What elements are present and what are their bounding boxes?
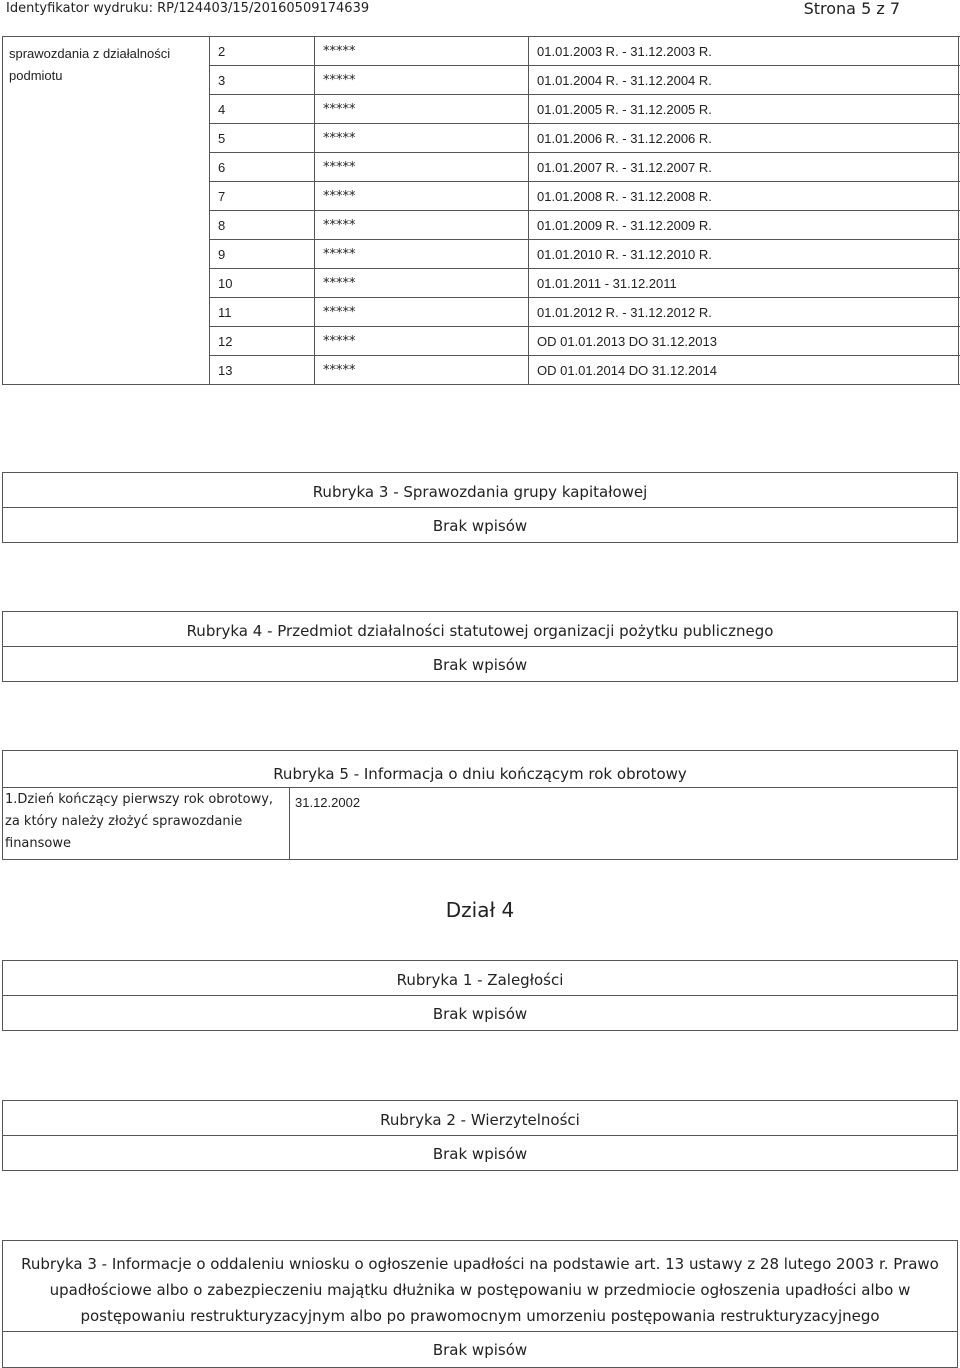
- report-period: OD 01.01.2014 DO 31.12.2014: [529, 356, 959, 385]
- report-number: 12: [210, 327, 315, 356]
- reports-table: [2, 36, 959, 385]
- rubryka-4-section: [2, 611, 958, 682]
- dzial-4-rubryka-1-section: [2, 960, 958, 1031]
- rubryka-3-title: Rubryka 3 - Sprawozdania grupy kapitałowej: [3, 473, 957, 508]
- dzial-4-rubryka-3-title: Rubryka 3 - Informacje o oddaleniu wniosku o ogłoszenie upadłości na podstawie art. 13 ustawy z 28 lutego 2003 r. Prawo upadłościowe albo o zabezpieczeniu majątku dłużnika w postępowaniu w przedmiocie ogłoszenia upadłości albo w postępowaniu restrukturyzacyjnym albo po prawomocnym umorzeniu postępowania restrukturyzacyjnego: [3, 1241, 957, 1332]
- report-number: 4: [210, 95, 315, 124]
- report-number: 7: [210, 182, 315, 211]
- report-number: 8: [210, 211, 315, 240]
- rubryka-4-empty: Brak wpisów: [432, 656, 528, 674]
- report-category: sprawozdania z działalności podmiotu: [3, 37, 210, 385]
- report-masked-value: *****: [315, 37, 529, 66]
- report-number: 13: [210, 356, 315, 385]
- dzial-4-rubryka-1-empty: Brak wpisów: [432, 1005, 528, 1023]
- rubryka-3-section: [2, 472, 958, 543]
- rubryka-3-empty: Brak wpisów: [432, 517, 528, 535]
- report-period: 01.01.2009 R. - 31.12.2009 R.: [529, 211, 959, 240]
- rubryka-5-column-divider: [289, 787, 290, 859]
- report-number: 9: [210, 240, 315, 269]
- report-period: 01.01.2004 R. - 31.12.2004 R.: [529, 66, 959, 95]
- report-period: OD 01.01.2013 DO 31.12.2013: [529, 327, 959, 356]
- dzial-4-rubryka-2-section: [2, 1100, 958, 1171]
- report-number: 10: [210, 269, 315, 298]
- report-masked-value: *****: [315, 298, 529, 327]
- report-period: 01.01.2003 R. - 31.12.2003 R.: [529, 37, 959, 66]
- dzial-4-rubryka-3-empty: Brak wpisów: [432, 1341, 528, 1359]
- report-masked-value: *****: [315, 153, 529, 182]
- page-number: Strona 5 z 7: [803, 0, 900, 18]
- rubryka-5-value: 31.12.2002: [295, 795, 361, 810]
- report-masked-value: *****: [315, 95, 529, 124]
- report-number: 2: [210, 37, 315, 66]
- rubryka-5-title: Rubryka 5 - Informacja o dniu kończącym rok obrotowy: [273, 765, 687, 783]
- rubryka-5-section: [2, 750, 958, 860]
- dzial-4-rubryka-3-section: [2, 1240, 958, 1368]
- table-row: [3, 37, 959, 66]
- report-masked-value: *****: [315, 211, 529, 240]
- report-number: 3: [210, 66, 315, 95]
- report-period: 01.01.2008 R. - 31.12.2008 R.: [529, 182, 959, 211]
- print-identifier: Identyfikator wydruku: RP/124403/15/20160509174639: [6, 1, 370, 16]
- report-masked-value: *****: [315, 327, 529, 356]
- report-masked-value: *****: [315, 124, 529, 153]
- report-number: 11: [210, 298, 315, 327]
- dzial-4-rubryka-1-title: Rubryka 1 - Zaległości: [3, 961, 957, 996]
- report-masked-value: *****: [315, 356, 529, 385]
- report-period: 01.01.2005 R. - 31.12.2005 R.: [529, 95, 959, 124]
- report-period: 01.01.2012 R. - 31.12.2012 R.: [529, 298, 959, 327]
- dzial-4-rubryka-2-title: Rubryka 2 - Wierzytelności: [3, 1101, 957, 1136]
- report-masked-value: *****: [315, 269, 529, 298]
- report-masked-value: *****: [315, 240, 529, 269]
- report-period: 01.01.2007 R. - 31.12.2007 R.: [529, 153, 959, 182]
- report-period: 01.01.2006 R. - 31.12.2006 R.: [529, 124, 959, 153]
- rubryka-5-divider: [3, 787, 957, 788]
- report-masked-value: *****: [315, 182, 529, 211]
- report-number: 6: [210, 153, 315, 182]
- dzial-4-heading: Dział 4: [445, 898, 515, 922]
- dzial-4-rubryka-2-empty: Brak wpisów: [432, 1145, 528, 1163]
- report-number: 5: [210, 124, 315, 153]
- rubryka-5-label: 1.Dzień kończący pierwszy rok obrotowy, za który należy złożyć sprawozdanie finansowe: [5, 792, 274, 851]
- rubryka-4-title: Rubryka 4 - Przedmiot działalności statutowej organizacji pożytku publicznego: [3, 612, 957, 647]
- report-period: 01.01.2011 - 31.12.2011: [529, 269, 959, 298]
- report-masked-value: *****: [315, 66, 529, 95]
- report-period: 01.01.2010 R. - 31.12.2010 R.: [529, 240, 959, 269]
